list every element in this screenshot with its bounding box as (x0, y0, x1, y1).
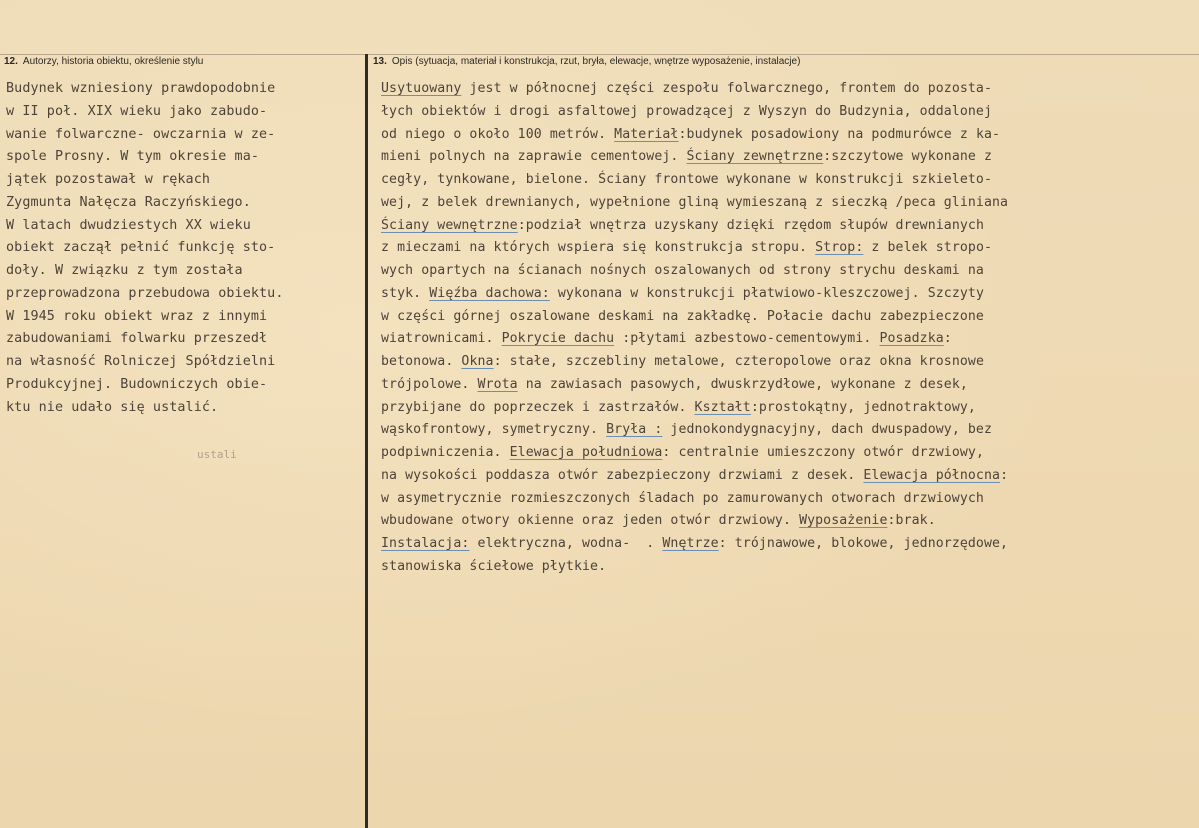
text-segment: :brak. (887, 513, 936, 529)
section-12-title: Autorzy, historia obiektu, określenie stylu (22, 56, 204, 67)
history-text-line: wanie folwarczne- owczarnia w ze- (6, 126, 276, 142)
text-segment: z mieczami na których wspiera się konstrukcja stropu. (381, 240, 816, 256)
underlined-term: Okna (461, 354, 494, 369)
section-13-heading (373, 56, 800, 67)
underlined-term: Bryła : (606, 422, 663, 438)
underlined-term: Instalacja: (381, 536, 470, 551)
text-segment: : (1000, 467, 1009, 483)
text-segment: :szczytowe wykonane z (823, 149, 993, 165)
text-segment: na zawiasach pasowych, dwuskrzydłowe, wykonane z desek, (517, 376, 968, 392)
faint-overtype-text: ustali (197, 448, 237, 461)
history-text-line: doły. W związku z tym została (6, 263, 243, 278)
text-segment: elektryczna, wodna- . (469, 536, 663, 551)
history-text-line: obiekt zaczął pełnić funkcję sto- (6, 240, 276, 256)
text-segment: betonowa. (381, 354, 462, 369)
description-text-line (381, 124, 1191, 147)
underlined-term: Wrota (477, 376, 518, 392)
underlined-term: Elewacja północna (863, 467, 1001, 483)
description-text-line (381, 146, 1191, 169)
history-text-line: spole Prosny. W tym okresie ma- (6, 149, 260, 165)
history-text-column (6, 78, 361, 419)
description-text-line (381, 510, 1191, 533)
description-text-line (381, 260, 1191, 283)
text-segment: : (943, 331, 952, 347)
section-13-number: 13. (373, 56, 387, 67)
text-segment: wąskofrontowy, symetryczny. (381, 422, 607, 438)
description-text-line (381, 101, 1191, 124)
description-text-line (381, 442, 1191, 465)
history-text-line: W latach dwudziestych XX wieku (6, 217, 251, 233)
underlined-term: Strop: (815, 240, 864, 256)
underlined-term: Pokrycie dachu (501, 331, 615, 347)
text-segment: łych obiektów i drogi asfaltowej prowadzącej z Wyszyn do Budzynia, oddalonej (381, 103, 993, 119)
section-13-title: Opis (sytuacja, materiał i konstrukcja, rzut, bryła, elewacje, wnętrze wyposażenie, instalacje) (391, 56, 801, 67)
text-segment: podpiwniczenia. (381, 445, 510, 460)
text-segment: przybijane do poprzeczek i zastrzałów. (381, 399, 695, 415)
description-text-column (381, 78, 1191, 579)
text-segment: na wysokości poddasza otwór zabezpieczony drzwiami z desek. (381, 467, 864, 483)
history-text-line: jątek pozostawał w rękach (6, 172, 211, 187)
description-text-line (381, 215, 1191, 238)
text-segment: wykonana w konstrukcji płatwiowo-kleszczowej. Szczyty (549, 285, 984, 301)
description-text-line (381, 397, 1191, 420)
underlined-term: Wyposażenie (799, 513, 888, 529)
underlined-term: Ściany wewnętrzne (381, 217, 518, 233)
underlined-term: Elewacja południowa (509, 445, 663, 460)
history-text-line: przeprowadzona przebudowa obiektu. (6, 285, 284, 301)
text-segment: z belek stropo- (863, 240, 993, 256)
description-text-line (381, 192, 1191, 215)
text-segment: w asymetrycznie rozmieszczonych śladach po zamurowanych otworach drzwiowych (381, 490, 984, 506)
history-text-line: W 1945 roku obiekt wraz z innymi (6, 308, 268, 324)
description-text-line (381, 419, 1191, 442)
underlined-term: Wnętrze (662, 536, 719, 551)
history-text-line: Zygmunta Nałęcza Raczyńskiego. (6, 194, 251, 210)
text-segment: od niego o około 100 metrów. (381, 126, 615, 142)
description-text-line (381, 488, 1191, 511)
description-text-line (381, 306, 1191, 329)
text-segment: trójpolowe. (381, 376, 478, 392)
text-segment: styk. (381, 285, 430, 301)
text-segment: wiatrownicami. (381, 331, 502, 347)
text-segment: : centralnie umieszczony otwór drzwiowy, (662, 445, 984, 460)
history-text-line: w II poł. XIX wieku jako zabudo- (6, 103, 268, 119)
underlined-term: Kształt (694, 399, 751, 415)
section-12-heading (4, 56, 203, 67)
text-segment: wej, z belek drewnianych, wypełnione gliną wymieszaną z sieczką /peca gliniana (381, 194, 1009, 210)
text-segment: stanowiska ściełowe płytkie. (381, 558, 607, 574)
history-text-line: ktu nie udało się ustalić. (6, 399, 219, 415)
text-segment: cegły, tynkowane, bielone. Ściany frontowe wykonane w konstrukcji szkieleto- (381, 172, 993, 187)
description-text-line (381, 169, 1191, 192)
description-text-line (381, 533, 1191, 556)
text-segment: w części górnej oszalowane deskami na zakładkę. Połacie dachu zabezpieczone (381, 308, 984, 324)
text-segment: wych opartych na ścianach nośnych oszalowanych od strony strychu deskami na (381, 263, 984, 278)
history-text-line: Budynek wzniesiony prawdopodobnie (6, 81, 276, 96)
description-text-line (381, 556, 1191, 579)
history-text-line: na własność Rolniczej Spółdzielni (6, 354, 276, 369)
description-text-line (381, 78, 1191, 101)
description-text-line (381, 237, 1191, 260)
description-text-line (381, 374, 1191, 397)
description-text-line (381, 328, 1191, 351)
text-segment: : trójnawowe, blokowe, jednorzędowe, (718, 536, 1009, 551)
text-segment: jednokondygnacyjny, dach dwuspadowy, bez (662, 422, 993, 438)
text-segment: :podział wnętrza uzyskany dzięki rzędom słupów drewnianych (517, 217, 984, 233)
underlined-term: Ściany zewnętrzne (686, 149, 824, 165)
text-segment: :budynek posadowiony na podmurówce z ka- (678, 126, 1001, 142)
section-12-number: 12. (4, 56, 18, 67)
text-segment: jest w północnej części zespołu folwarcznego, frontem do pozosta- (461, 81, 993, 96)
description-text-line (381, 351, 1191, 374)
underlined-term: Więźba dachowa: (429, 285, 550, 301)
description-text-line (381, 283, 1191, 306)
history-text-line: zabudowaniami folwarku przeszedł (6, 331, 268, 347)
header-divider (0, 54, 1199, 55)
underlined-term: Materiał (614, 126, 679, 142)
description-text-line (381, 465, 1191, 488)
underlined-term: Posadzka (879, 331, 944, 347)
text-segment: :prostokątny, jednotraktowy, (750, 399, 976, 415)
history-text-line: Produkcyjnej. Budowniczych obie- (6, 376, 268, 392)
text-segment: wbudowane otwory okienne oraz jeden otwór drzwiowy. (381, 513, 800, 529)
column-divider (365, 54, 368, 828)
underlined-term: Usytuowany (381, 81, 462, 96)
text-segment: :płytami azbestowo-cementowymi. (614, 331, 880, 347)
text-segment: : stałe, szczebliny metalowe, czteropolowe oraz okna krosnowe (493, 354, 984, 369)
text-segment: mieni polnych na zaprawie cementowej. (381, 149, 687, 165)
